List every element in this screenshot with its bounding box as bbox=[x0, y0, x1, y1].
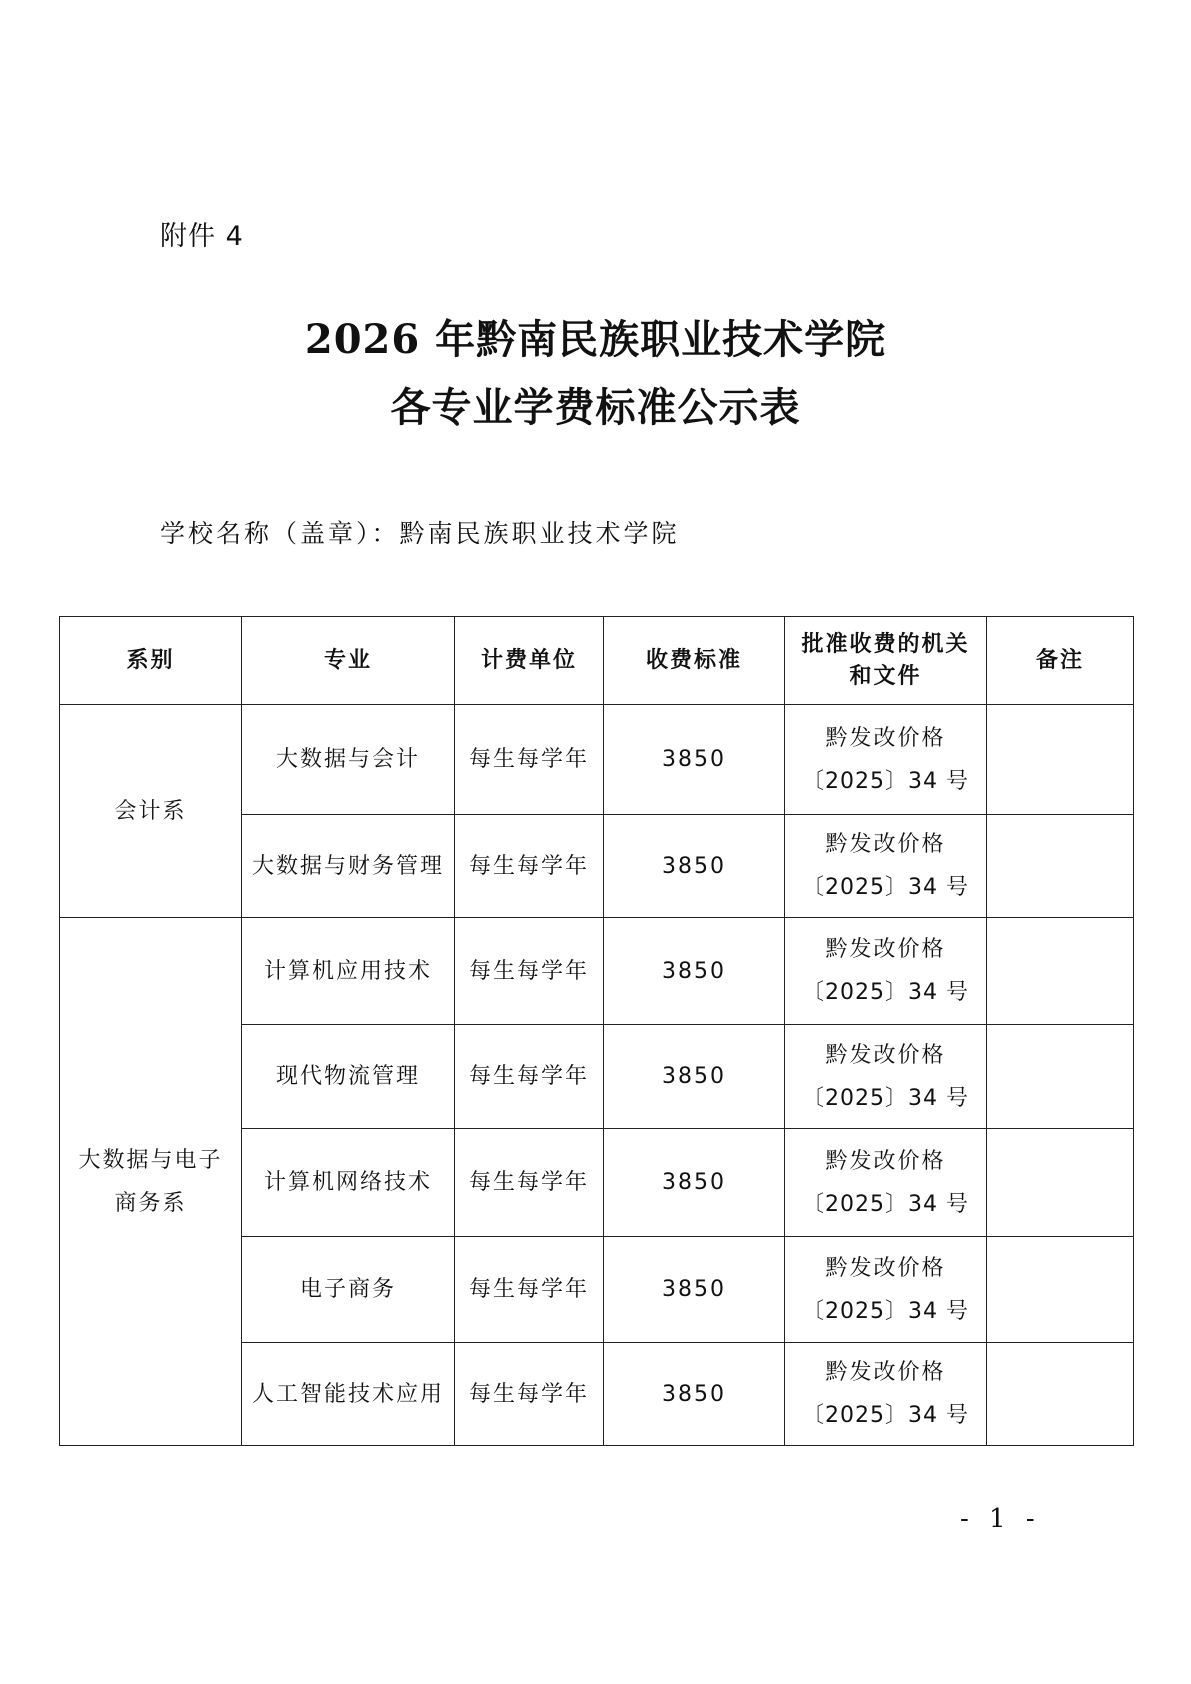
approval-line2: 〔2025〕34 号 bbox=[802, 1191, 969, 1217]
standard-cell: 3850 bbox=[604, 705, 785, 815]
remarks-cell bbox=[987, 918, 1134, 1025]
header-department: 系别 bbox=[60, 617, 242, 705]
approval-line2: 〔2025〕34 号 bbox=[802, 1298, 969, 1324]
standard-cell: 3850 bbox=[604, 918, 785, 1025]
remarks-cell bbox=[987, 815, 1134, 918]
major-cell: 大数据与财务管理 bbox=[242, 815, 455, 918]
approval-cell bbox=[785, 1129, 987, 1237]
title-line-1: 2026 年黔南民族职业技术学院 bbox=[304, 316, 887, 363]
major-cell: 现代物流管理 bbox=[242, 1025, 455, 1129]
remarks-cell bbox=[987, 1343, 1134, 1446]
standard-cell: 3850 bbox=[604, 1343, 785, 1446]
department-cell bbox=[60, 918, 242, 1446]
standard-cell: 3850 bbox=[604, 1237, 785, 1343]
department-line2: 商务系 bbox=[114, 1190, 187, 1216]
header-standard: 收费标准 bbox=[604, 617, 785, 705]
unit-cell: 每生每学年 bbox=[455, 1237, 604, 1343]
unit-cell: 每生每学年 bbox=[455, 1025, 604, 1129]
school-name-label: 学校名称（盖章）：黔南民族职业技术学院 bbox=[160, 519, 680, 548]
header-unit: 计费单位 bbox=[455, 617, 604, 705]
standard-cell: 3850 bbox=[604, 1129, 785, 1237]
remarks-cell bbox=[987, 1237, 1134, 1343]
approval-line1: 黔发改价格 bbox=[825, 832, 946, 857]
attachment-label: 附件 4 bbox=[160, 221, 244, 252]
unit-cell: 每生每学年 bbox=[455, 1129, 604, 1237]
approval-line2: 〔2025〕34 号 bbox=[802, 980, 969, 1005]
major-cell: 计算机网络技术 bbox=[242, 1129, 455, 1237]
header-approval bbox=[785, 617, 987, 705]
standard-cell: 3850 bbox=[604, 815, 785, 918]
approval-cell bbox=[785, 815, 987, 918]
approval-cell bbox=[785, 918, 987, 1025]
approval-line2: 〔2025〕34 号 bbox=[802, 1403, 969, 1428]
approval-line1: 黔发改价格 bbox=[825, 725, 946, 751]
header-major: 专业 bbox=[242, 617, 455, 705]
standard-cell: 3850 bbox=[604, 1025, 785, 1129]
fee-table bbox=[59, 616, 1134, 1446]
major-cell: 计算机应用技术 bbox=[242, 918, 455, 1025]
table-header-row bbox=[60, 617, 1134, 705]
approval-cell bbox=[785, 1025, 987, 1129]
header-remarks: 备注 bbox=[987, 617, 1134, 705]
department-line1: 大数据与电子 bbox=[78, 1147, 223, 1173]
approval-line1: 黔发改价格 bbox=[825, 1255, 946, 1281]
approval-cell bbox=[785, 1237, 987, 1343]
unit-cell: 每生每学年 bbox=[455, 815, 604, 918]
approval-line2: 〔2025〕34 号 bbox=[802, 875, 969, 900]
page-number: - 1 - bbox=[960, 1504, 1041, 1534]
table-row bbox=[60, 918, 1134, 1025]
approval-line2: 〔2025〕34 号 bbox=[802, 1085, 969, 1111]
major-cell: 人工智能技术应用 bbox=[242, 1343, 455, 1446]
approval-cell bbox=[785, 705, 987, 815]
major-cell: 大数据与会计 bbox=[242, 705, 455, 815]
header-approval-line2: 和文件 bbox=[849, 663, 922, 689]
remarks-cell bbox=[987, 705, 1134, 815]
table-row bbox=[60, 705, 1134, 815]
approval-line1: 黔发改价格 bbox=[825, 937, 946, 962]
remarks-cell bbox=[987, 1025, 1134, 1129]
major-cell: 电子商务 bbox=[242, 1237, 455, 1343]
approval-line1: 黔发改价格 bbox=[825, 1042, 946, 1068]
header-approval-line1: 批准收费的机关 bbox=[801, 631, 970, 657]
approval-cell bbox=[785, 1343, 987, 1446]
remarks-cell bbox=[987, 1129, 1134, 1237]
approval-line1: 黔发改价格 bbox=[825, 1148, 946, 1174]
title-line-2: 各专业学费标准公示表 bbox=[390, 384, 801, 431]
unit-cell: 每生每学年 bbox=[455, 918, 604, 1025]
approval-line1: 黔发改价格 bbox=[825, 1360, 946, 1385]
approval-line2: 〔2025〕34 号 bbox=[802, 768, 969, 794]
unit-cell: 每生每学年 bbox=[455, 1343, 604, 1446]
department-cell: 会计系 bbox=[60, 705, 242, 918]
unit-cell: 每生每学年 bbox=[455, 705, 604, 815]
